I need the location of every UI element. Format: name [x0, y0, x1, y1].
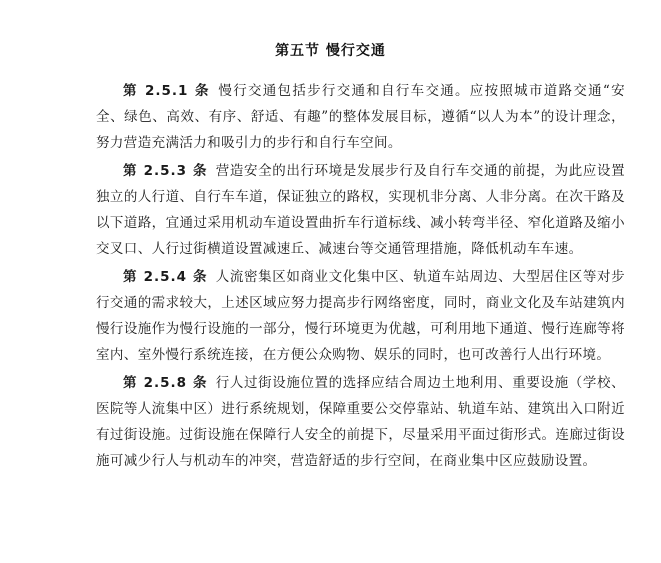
clause-text: 行人过街设施位置的选择应结合周边土地利用、重要设施（学校、医院等人流集中区）进行系统规划，保障重要公交停靠站、轨道车站、建筑出入口附近有过街设施。过街设施在保障行人安全的前提下，尽量采用平面过街形式。连廊过街设施可减少行人与机动车的冲突，营造舒适的步行空间，在商业集中区应鼓励设置。: [96, 375, 625, 469]
section-title: 第五节 慢行交通: [275, 43, 386, 59]
clause-text: 慢行交通包括步行交通和自行车交通。应按照城市道路交通“安全、绿色、高效、有序、舒适、有趣”的整体发展目标，遵循“以人为本”的设计理念，努力营造充满活力和吸引力的步行和自行车空间。: [96, 83, 625, 151]
clause-2-5-3: [96, 158, 625, 262]
clause-number: 第 2.5.4 条: [123, 269, 208, 285]
clause-text: 人流密集区如商业文化集中区、轨道车站周边、大型居住区等对步行交通的需求较大，上述区域应努力提高步行网络密度，同时，商业文化及车站建筑内慢行设施作为慢行设施的一部分，慢行环境更为优越，可利用地下通道、慢行连廊等将室内、室外慢行系统连接，在方便公众购物、娱乐的同时，也可改善行人出行环境。: [96, 269, 625, 363]
clause-2-5-8: [96, 370, 625, 474]
clause-2-5-4: [96, 264, 625, 368]
clause-number: 第 2.5.1 条: [123, 83, 211, 99]
clause-text: 营造安全的出行环境是发展步行及自行车交通的前提，为此应设置独立的人行道、自行车车道，保证独立的路权，实现机非分离、人非分离。在次干路及以下道路，宜通过采用机动车道设置曲折车行道标线、减小转弯半径、窄化道路及缩小交叉口、人行过街横道设置减速丘、减速台等交通管理措施，降低机动车车速。: [96, 163, 625, 257]
clause-number: 第 2.5.3 条: [123, 163, 208, 179]
clause-2-5-1: [96, 78, 625, 156]
clause-number: 第 2.5.8 条: [123, 375, 208, 391]
